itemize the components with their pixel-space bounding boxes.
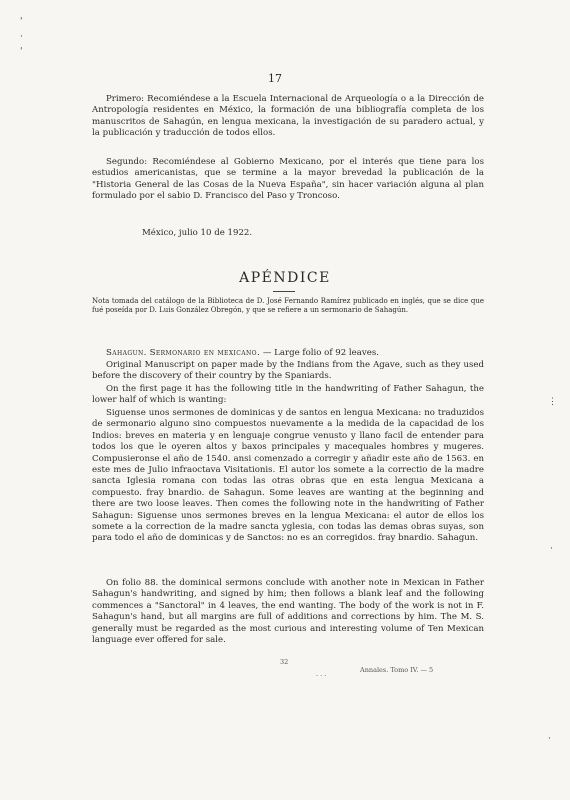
entry-paragraph-2: On the first page it has the following title in the handwriting of Father Sahagun, the lower half of which is wanting: [92,384,484,406]
footer-number: 32 [280,658,289,666]
margin-mark: · [548,734,551,744]
footer-dots: · · · [316,672,327,680]
appendix-title: APÉNDICE [239,270,331,286]
entry-author: Sahagun. [106,348,147,358]
appendix-note: Nota tomada del catálogo de la Biblioteca de D. José Fernando Ramírez publicado en inglés, que se dice que fué poseída por D. Luis González Obregón, y que se refiere a un sermonario de Sahagún. [92,297,484,315]
entry-title: Sermonario en mexicano. [149,348,261,358]
resolution-paragraph-1: Primero: Recomiéndese a la Escuela Internacional de Arqueología o a la Dirección de Antropología residentes en México, la formación de una bibliografía completa de los manuscritos de Sahagún, en lengua mexicana, la investigación de su paradero actual, y la publicación y traducción de todos ellos. [92,94,484,139]
catalog-entry-heading [106,348,486,359]
page-number: 17 [268,72,282,85]
resolution-paragraph-2: Segundo: Recomiéndese al Gobierno Mexicano, por el interés que tiene para los estudios americanistas, que se termine a la mayor brevedad la publicación de la "Historia General de las Cosas de la Nueva España", sin hacer variación alguna al plan formulado por el sabio D. Francisco del Paso y Troncoso. [92,157,484,202]
footer-signature: Annales. Tomo IV. — 5 [360,666,434,674]
margin-mark: ' [20,47,23,57]
entry-paragraph-3: Siguense unos sermones de dominicas y de santos en lengua Mexicana: no traduzidos de sermonario alguno sino compuestos nuevamente a la medida de la capacidad de los Indios: breves en materia y en lenguaje congrue venusto y llano facil de entender para todos los que le oyeren altos y baxos principales y macequales hombres y mugeres. Compusieronse el año de 1540. ansi comenzado a corregir y añadir este año de 1563. en este mes de Julio infraoctava Visitationis. El autor los somete a la correctio de la madre sancta Iglesia romana con todas las otras obras que en esta lengua Mexicana a compuesto. fray bnardio. de Sahagun. Some leaves are wanting at the beginning and there are two loose leaves. Then comes the following note in the handwriting of Father Sahagun: Siguense unos sermones breves en la lengua Mexicana: el autor de ellos los somete a la correction de la madre sancta yglesia, con todas las demas obras suyas, son para todo el año de dominicas y de Sanctos: no es an corregidos. fray bnardio. Sahagun. [92,408,484,544]
title-rule [273,291,295,292]
margin-mark: ⋮ [548,397,557,407]
date-line: México, julio 10 de 1922. [142,228,253,238]
entry-paragraph-4: On folio 88. the dominical sermons conclude with another note in Mexican in Father Sahagun's handwriting, and signed by him; then follows a blank leaf and the following commences a "Sanctoral" in 4 leaves, the end wanting. The body of the work is not in F. Sahagun's hand, but all margins are full of additions and corrections by him. The M. S. generally must be regarded as the most curious and interesting volume of Ten Mexican language ever offered for sale. [92,578,484,646]
margin-mark: · [550,544,553,554]
entry-paragraph-1: Original Manuscript on paper made by the Indians from the Agave, such as they used before the discovery of their country by the Spaniards. [92,360,484,382]
entry-description: — Large folio of 92 leaves. [262,348,379,358]
margin-mark: ' [20,17,23,27]
margin-mark: · [20,32,23,42]
